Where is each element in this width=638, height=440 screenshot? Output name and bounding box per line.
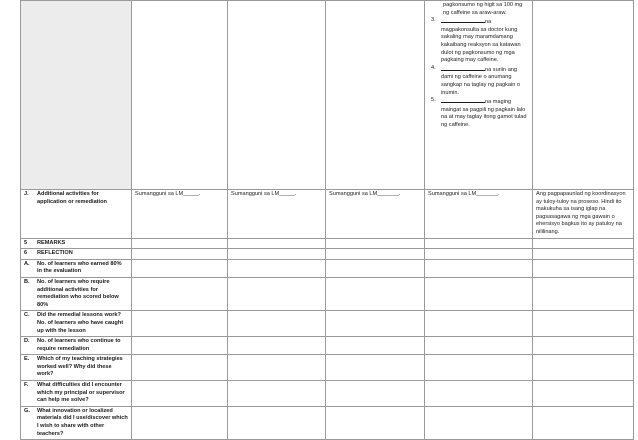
reflection-item-label: G. What innovation or localized materials did I use/discover which I wish to share with other teachers?	[21, 406, 132, 439]
item-number: 5.	[431, 97, 436, 104]
friday-cell	[533, 1, 634, 190]
remarks-row	[21, 238, 634, 249]
monday-cell	[132, 1, 228, 190]
reflection-item-label: A. No. of learners who earned 80% in the evaluation	[21, 259, 132, 277]
reflection-item-row	[21, 381, 634, 407]
reflection-item-label: C. Did the remedial lessons work? No. of learners who have caught up with the lesson	[21, 311, 132, 337]
dll-table	[20, 0, 634, 440]
remarks-label: 5 REMARKS	[21, 238, 132, 249]
reflection-item-row	[21, 406, 634, 439]
item-text: na maging maingat sa pagpili ng pagkain lalo na at may taglay itong gamot tulad ng caffeine.	[441, 99, 527, 128]
activity-cell: Sumangguni sa LM_______.	[326, 190, 425, 239]
reflection-item-row	[21, 259, 634, 277]
list-item	[431, 97, 529, 129]
tuesday-cell	[228, 1, 326, 190]
reflection-item-row	[21, 311, 634, 337]
fill-in-blank	[441, 65, 485, 71]
reflection-label: 6 REFLECTION	[21, 249, 132, 260]
reflection-item-label: D. No. of learners who continue to require remediation	[21, 337, 132, 355]
row-letter: J.	[24, 191, 29, 197]
item-number: 4.	[431, 64, 436, 71]
reflection-item-label: E. Which of my teaching strategies worked well? Why did these work?	[21, 355, 132, 381]
additional-activities-row	[21, 190, 634, 239]
reflection-item-label: F. What difficulties did I encounter which my principal or supervisor can help me solve?	[21, 381, 132, 407]
activity-cell: Sumangguni sa LM_____.	[228, 190, 326, 239]
thursday-cell	[425, 1, 533, 190]
list-item	[431, 65, 529, 97]
label-cell-empty	[21, 1, 132, 190]
item-text: na suriin ang dami ng caffeine o anumang sangkap na taglay ng pagkain o inumin.	[441, 66, 520, 96]
list-item	[431, 17, 529, 65]
continuation-row	[21, 1, 634, 190]
wednesday-cell	[326, 1, 425, 190]
item-text: na magpakonsulta sa doctor kung sakaling may maramdamang kakaibang reaksyon sa katawan dulot ng pagkonsumo ng mga pagkaing may caffeine.	[441, 19, 521, 64]
reflection-item-row	[21, 277, 634, 310]
reflection-item-row	[21, 355, 634, 381]
row-label	[21, 190, 132, 239]
fill-in-blank	[441, 97, 485, 103]
continuation-first: pagkonsumo ng higit sa 100 mg ng caffeine sa araw-araw.	[443, 2, 523, 16]
reflection-item-label: B. No. of learners who require additional activities for remediation who scored below 80%	[21, 277, 132, 310]
activity-cell-note: Ang pagpapaunlad ng koordinasyon ay tuloy-tuloy na proseso. Hindi ito makukuha sa isang iglap na pagsasagawa ng mga gawain o ehersisyo bagkus ito ay patuloy na nililinang.	[533, 190, 634, 239]
activity-cell: Sumangguni sa LM_____.	[132, 190, 228, 239]
fill-in-blank	[441, 17, 485, 23]
reflection-item-row	[21, 337, 634, 355]
item-number: 3.	[431, 17, 436, 24]
reflection-row	[21, 249, 634, 260]
row-label-text: Additional activities for application or remediation	[37, 191, 107, 205]
activity-cell: Sumangguni sa LM_______.	[425, 190, 533, 239]
